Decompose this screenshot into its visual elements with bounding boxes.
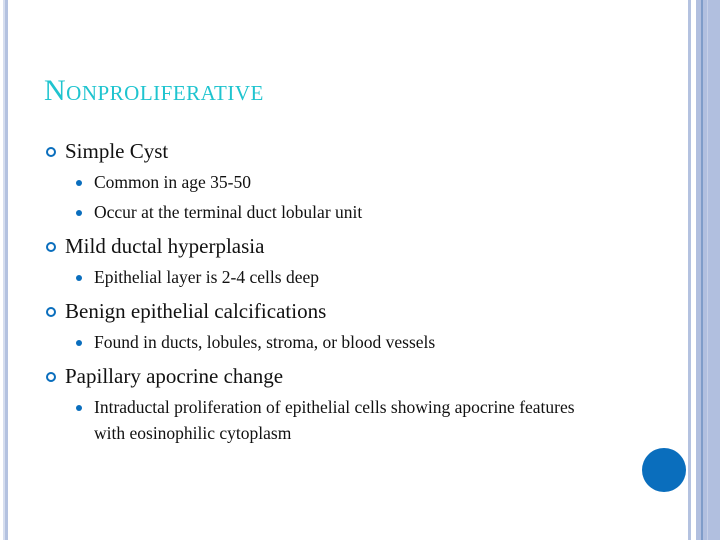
right-border-stripe	[688, 0, 691, 540]
sub-bullet-item	[44, 199, 644, 225]
ring-bullet-icon	[46, 147, 56, 157]
ring-bullet-icon	[46, 242, 56, 252]
left-border-stripe	[5, 0, 8, 540]
sub-bullet-text: Occur at the terminal duct lobular unit	[94, 202, 363, 222]
bullet-item	[44, 362, 644, 390]
sub-bullet-text: Intraductal proliferation of epithelial cells showing apocrine features with eosinophilic cytoplasm	[94, 397, 575, 443]
bullet-text: Simple Cyst	[65, 139, 169, 163]
ring-bullet-icon	[46, 307, 56, 317]
right-border-band	[696, 0, 720, 540]
dot-bullet-icon	[76, 180, 82, 186]
decorative-circle	[642, 448, 686, 492]
bullet-text: Papillary apocrine change	[65, 364, 284, 388]
sub-bullet-text: Epithelial layer is 2-4 cells deep	[94, 267, 319, 287]
dot-bullet-icon	[76, 340, 82, 346]
sub-bullet-text: Found in ducts, lobules, stroma, or blood vessels	[94, 332, 436, 352]
ring-bullet-icon	[46, 372, 56, 382]
sub-bullet-item	[44, 169, 644, 195]
sub-bullet-item	[44, 394, 604, 446]
slide-title: Nonproliferative	[44, 74, 264, 107]
bullet-item	[44, 297, 644, 325]
dot-bullet-icon	[76, 405, 82, 411]
sub-bullet-item	[44, 329, 644, 355]
sub-bullet-text: Common in age 35-50	[94, 172, 251, 192]
bullet-text: Benign epithelial calcifications	[65, 299, 327, 323]
bullet-item	[44, 137, 644, 165]
sub-bullet-item	[44, 264, 644, 290]
right-border-line	[707, 0, 708, 540]
bullet-list	[44, 130, 644, 446]
right-border-line	[701, 0, 703, 540]
bullet-text: Mild ductal hyperplasia	[65, 234, 265, 258]
dot-bullet-icon	[76, 210, 82, 216]
bullet-item	[44, 232, 644, 260]
dot-bullet-icon	[76, 275, 82, 281]
